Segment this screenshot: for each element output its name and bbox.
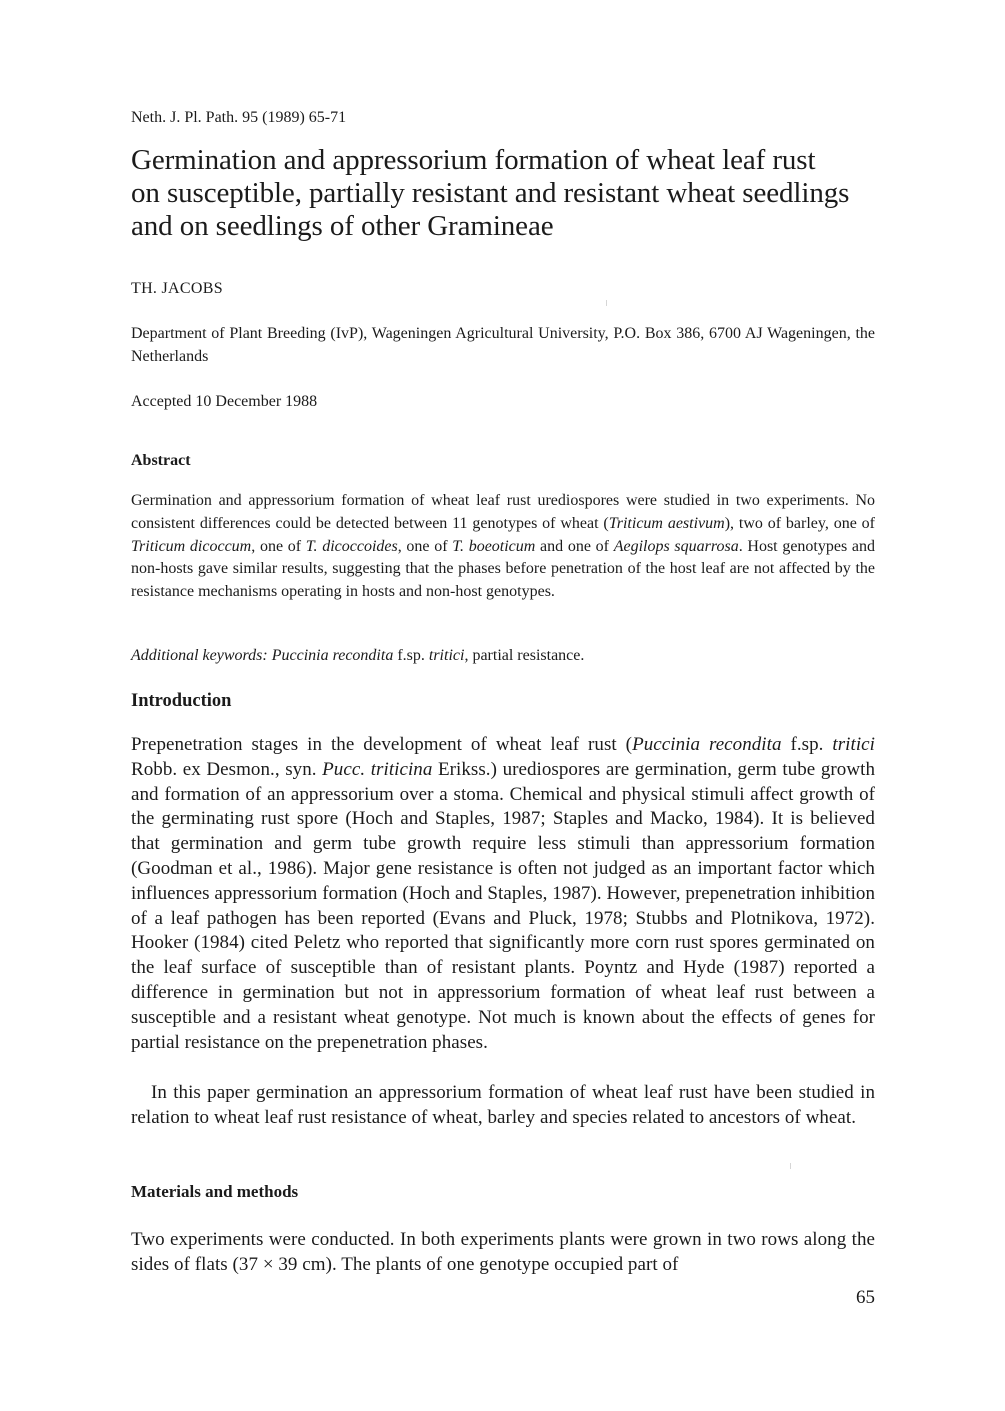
body-text-run: f.sp. [781, 734, 833, 755]
abstract-text-run: , one of [397, 537, 453, 555]
author-name: TH. JACOBS [131, 280, 223, 297]
title-line: on susceptible, partially resistant and resistant wheat seedlings [131, 177, 850, 209]
abstract-text-run: ), two of barley, one of [724, 514, 876, 532]
methods-heading: Materials and methods [131, 1182, 299, 1201]
species-name: Aegilops squarrosa [613, 537, 739, 555]
article-title [131, 144, 875, 243]
body-text-run: Prepenetration stages in the development of wheat leaf rust ( [131, 734, 633, 755]
abstract-text-run: and one of [535, 537, 614, 555]
species-name: Triticum aestivum [608, 514, 725, 532]
abstract-text-run: Germination and appressorium formation of wheat leaf rust urediospores were studied in two experiments. No consistent differences could be detected between 11 genotypes of wheat ( [131, 492, 875, 532]
species-name: tritici [428, 647, 465, 664]
page-number: 65 [856, 1287, 875, 1308]
journal-reference: Neth. J. Pl. Path. 95 (1989) 65-71 [131, 109, 347, 126]
species-name: Puccinia recondita [632, 734, 782, 755]
introduction-heading: Introduction [131, 691, 232, 711]
species-name: Pucc. triticina [322, 758, 433, 780]
species-name: T. boeoticum [452, 537, 536, 555]
species-name: Puccinia recondita [271, 647, 394, 664]
abstract-text-run: , one of [251, 537, 306, 555]
keywords-text-run: f.sp. [393, 647, 429, 664]
scan-speck [790, 1163, 791, 1169]
abstract-heading: Abstract [131, 452, 191, 469]
author-affiliation: Department of Plant Breeding (IvP), Wageningen Agricultural University, P.O. Box 386, 6700 AJ Wageningen, the Netherlands [131, 325, 875, 365]
accepted-date: Accepted 10 December 1988 [131, 393, 318, 410]
methods-paragraph: Two experiments were conducted. In both experiments plants were grown in two rows along the sides of flats (37 × 39 cm). The plants of one genotype occupied part of [131, 1229, 875, 1275]
scan-speck [606, 300, 607, 306]
additional-keywords [131, 646, 875, 666]
title-line: and on seedlings of other Gramineae [131, 210, 554, 242]
abstract-text [131, 490, 875, 604]
species-name: tritici [832, 734, 875, 755]
body-text-run: Erikss.) urediospores are germination, germ tube growth and formation of an appressorium over a stoma. Chemical and physical stimuli affect growth of the germinating rust spore (Hoch and Staples, 1987; Staples and Macko, 1984). It is believed that germination and germ tube growth require less stimuli than appressorium formation (Goodman et al., 1986). Major gene resistance is often not judged as an important factor which influences appressorium formation (Hoch and Staples, 1987). However, prepenetration inhibition of a leaf pathogen has been reported (Evans and Pluck, 1978; Stubbs and Plotnikova, 1972). Hooker (1984) cited Peletz who reported that significantly more corn rust spores germinated on the leaf surface of susceptible than of resistant plants. Poyntz and Hyde (1987) reported a difference in germination but not in appressorium formation of wheat leaf rust between a susceptible and a resistant wheat genotype. Not much is known about the effects of genes for partial resistance on the prepenetration phases. [131, 758, 876, 1053]
keywords-label: Additional keywords: [131, 647, 268, 664]
body-text-run: Robb. ex Desmon., syn. [131, 758, 323, 780]
keywords-text-run: , partial resistance. [464, 647, 585, 664]
species-name: T. dicoccoides [305, 537, 398, 555]
introduction-paragraph [131, 733, 875, 1055]
title-line: Germination and appressorium formation of wheat leaf rust [131, 144, 816, 176]
abstract-text-run: . Host genotypes and non-hosts gave similar results, suggesting that the phases before penetration of the host leaf are not affected by the resistance mechanisms operating in hosts and non-host genotypes. [131, 537, 876, 601]
introduction-paragraph: In this paper germination an appressorium formation of wheat leaf rust have been studied in relation to wheat leaf rust resistance of wheat, barley and species related to ancestors of wheat. [131, 1082, 875, 1128]
species-name: Triticum dicoccum [131, 537, 252, 555]
